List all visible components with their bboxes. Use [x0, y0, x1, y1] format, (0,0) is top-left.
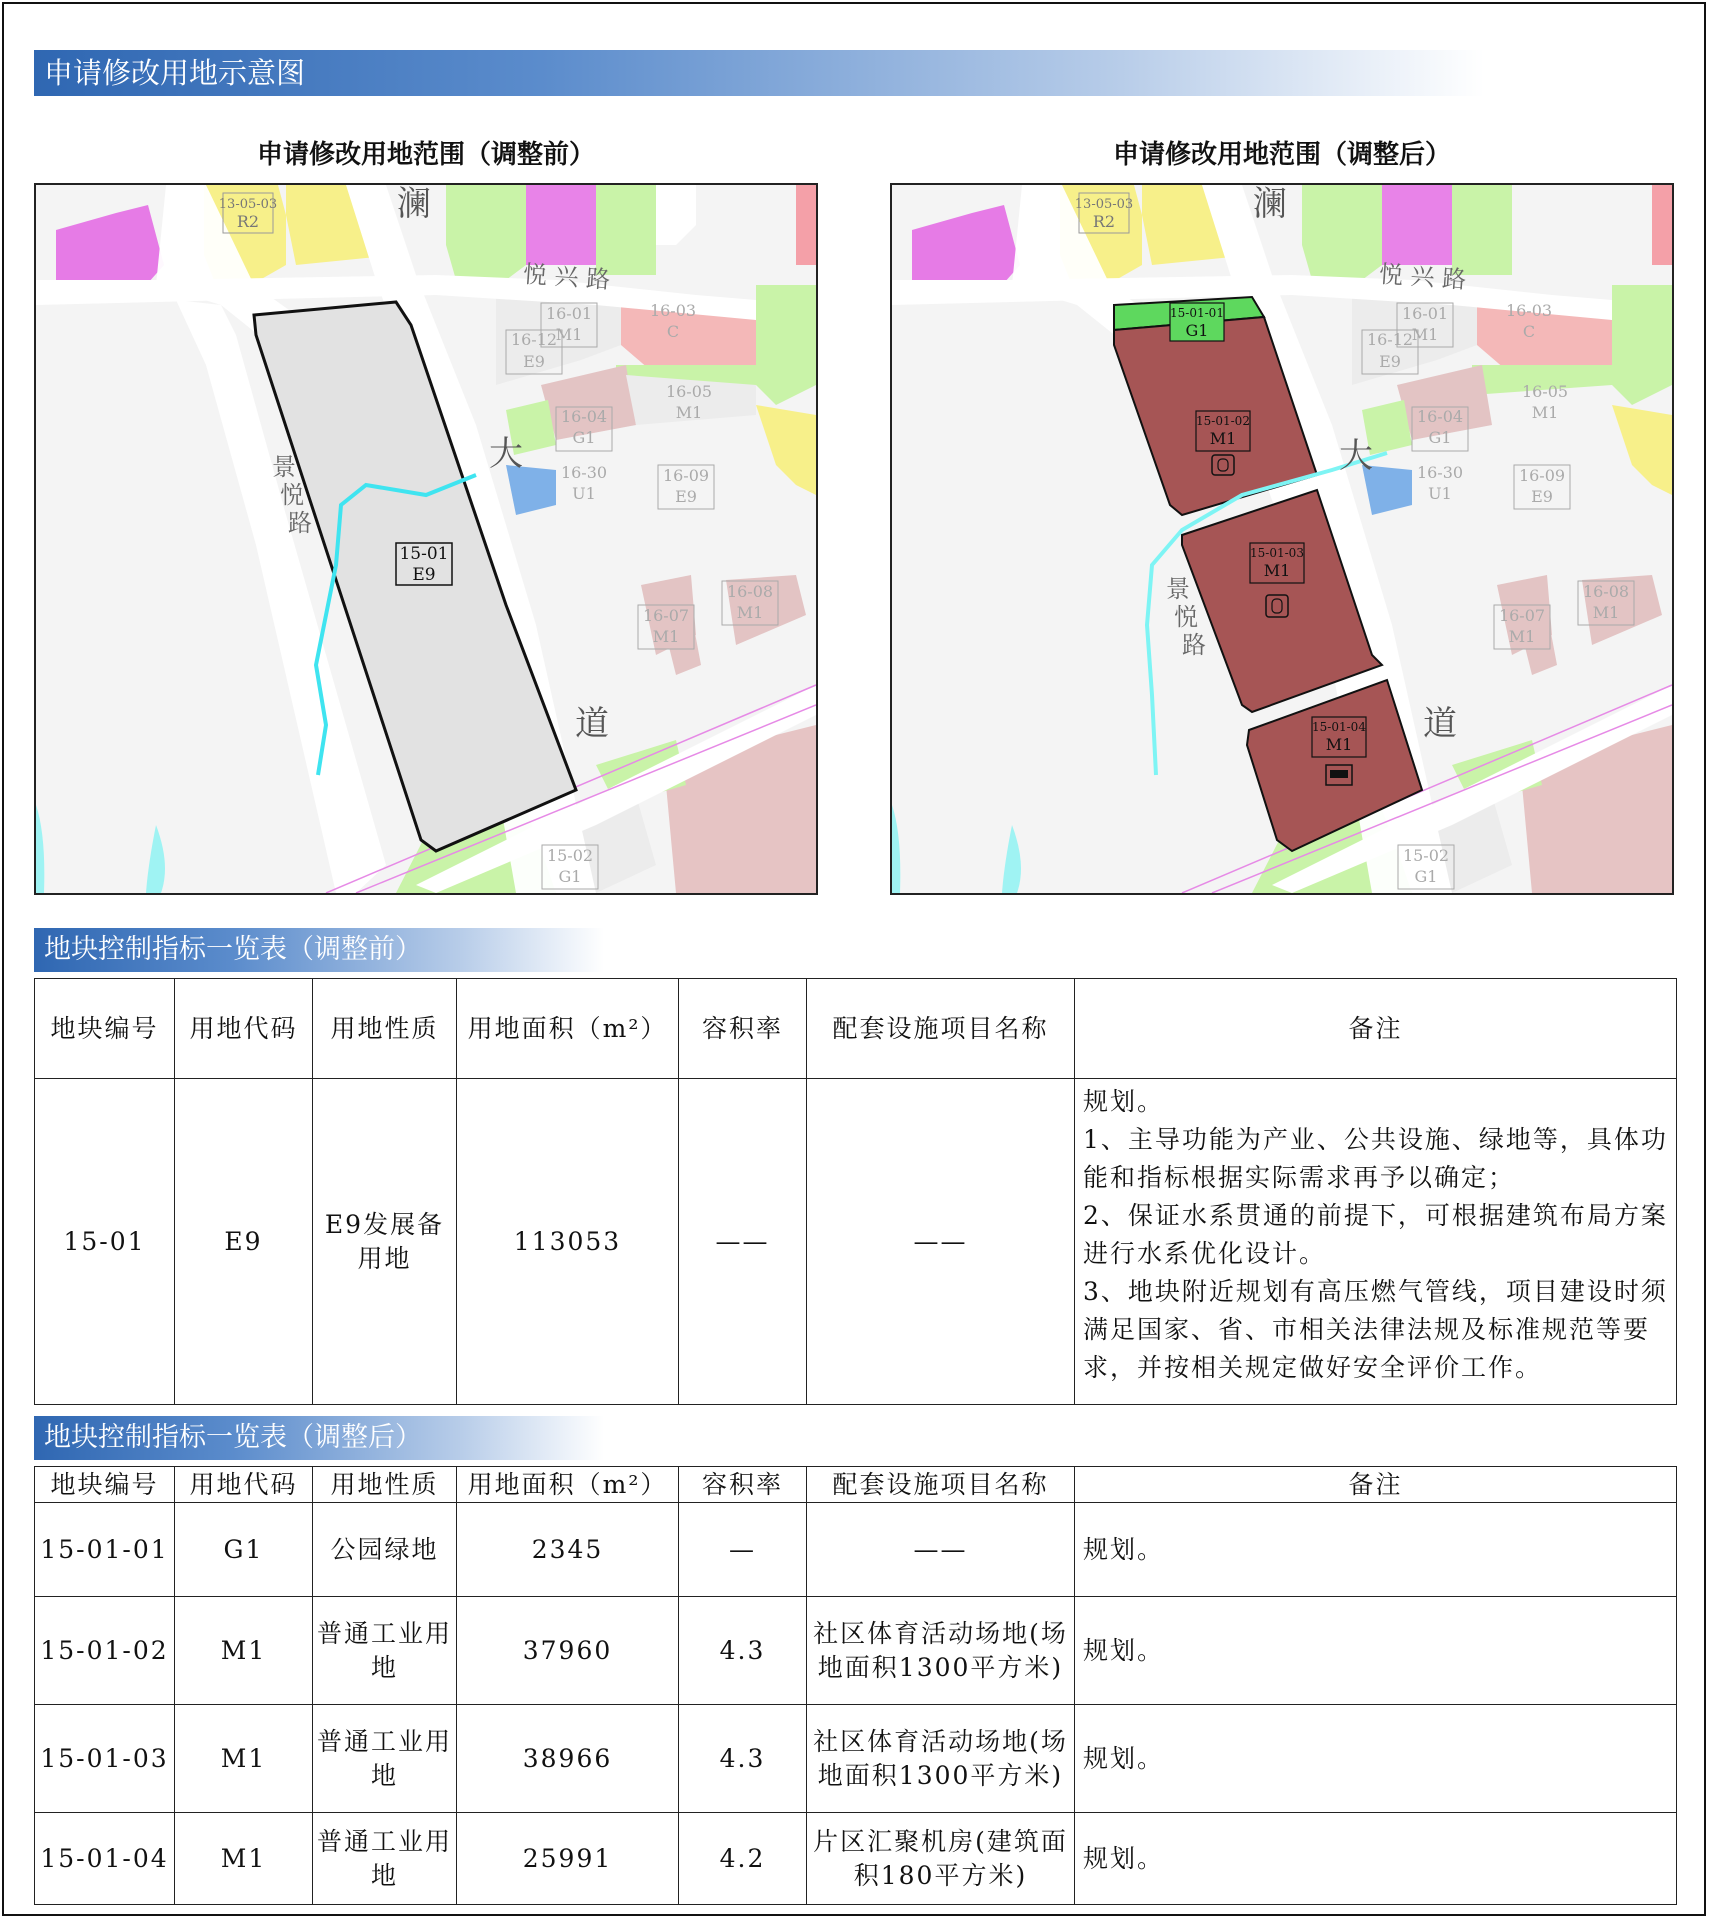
header-cell: 地块编号 — [35, 979, 175, 1079]
main-parcel-code: 15-01 — [399, 544, 449, 564]
road-label: 悦 兴 路 — [522, 260, 612, 295]
parcel-type: M1 — [1209, 429, 1237, 448]
parcel-type: U1 — [1428, 484, 1452, 503]
header-cell: 用地代码 — [175, 979, 313, 1079]
parcel-code: 16-03 — [649, 301, 697, 320]
parcel-code: 16-04 — [1416, 407, 1464, 426]
map-before-title: 申请修改用地范围（调整前） — [256, 140, 595, 170]
parcel-type: M1 — [1411, 325, 1439, 344]
road-label: 路 — [288, 509, 312, 537]
parcel-code: 15-02 — [546, 846, 594, 865]
parcel-type: C — [1522, 322, 1536, 341]
cell-note: 规划。 — [1075, 1813, 1677, 1905]
parcel-type: M1 — [1592, 603, 1620, 622]
parcel-type: M1 — [1508, 627, 1536, 646]
header-cell: 配套设施项目名称 — [807, 979, 1075, 1079]
parcel-code: 13-05-03 — [218, 197, 278, 212]
cell-far: 4.3 — [679, 1597, 807, 1705]
parcel-type: G1 — [572, 428, 596, 447]
parcel-type: M1 — [1263, 561, 1291, 580]
road-label: 大 — [1339, 436, 1373, 476]
parcel-type: U1 — [572, 484, 596, 503]
parcel-code: 16-05 — [1521, 382, 1569, 401]
parcel-code: 16-05 — [665, 382, 713, 401]
parcel-code: 15-01-04 — [1312, 720, 1366, 734]
road-label: 景 — [1166, 575, 1190, 603]
table-after-title: 地块控制指标一览表（调整后） — [44, 1422, 422, 1453]
table-before — [34, 978, 1677, 1405]
parcel-code: 16-30 — [560, 463, 608, 482]
parcel-code: 16-01 — [545, 304, 593, 323]
parcel-code: 16-12 — [510, 330, 558, 349]
cell-nature: 普通工业用地 — [313, 1705, 457, 1813]
header-cell: 用地性质 — [313, 979, 457, 1079]
table-after-banner — [34, 1416, 604, 1460]
table-row — [35, 1597, 1677, 1705]
parcel-code: 15-02 — [1402, 846, 1450, 865]
parcel-code: 13-05-03 — [1074, 197, 1134, 212]
cell-notes — [1075, 1079, 1677, 1405]
note-line: 规划。 — [1083, 1087, 1165, 1116]
parcel-type: E9 — [675, 487, 697, 506]
parcel-type: G1 — [1414, 867, 1438, 886]
parcel-code: 16-08 — [726, 582, 774, 601]
header-cell: 配套设施项目名称 — [807, 1467, 1075, 1503]
note-line: 1、主导功能为产业、公共设施、绿地等，具体功能和指标根据实际需求再予以确定； — [1083, 1125, 1668, 1192]
table-row — [35, 1079, 1677, 1405]
cell-code: G1 — [175, 1503, 313, 1597]
cell-far: — — [679, 1503, 807, 1597]
header-cell: 用地性质 — [313, 1467, 457, 1503]
parcel-type: G1 — [1185, 321, 1209, 340]
cell-code: M1 — [175, 1705, 313, 1813]
cell-id: 15-01 — [35, 1079, 175, 1405]
cell-facility: —— — [807, 1503, 1075, 1597]
cell-note: 规划。 — [1075, 1503, 1677, 1597]
map-before — [34, 183, 818, 895]
table-row — [35, 1813, 1677, 1905]
header-cell: 备注 — [1075, 1467, 1677, 1503]
cell-facility: 社区体育活动场地(场地面积1300平方米) — [807, 1705, 1075, 1813]
parcel-type: M1 — [555, 325, 583, 344]
parcel-type: M1 — [1325, 735, 1353, 754]
header-cell: 地块编号 — [35, 1467, 175, 1503]
note-line: 2、保证水系贯通的前提下，可根据建筑布局方案进行水系优化设计。 — [1083, 1201, 1668, 1268]
parcel-code: 15-01-02 — [1196, 414, 1250, 428]
table-before-title: 地块控制指标一览表（调整前） — [44, 934, 422, 965]
parcel-code: 16-12 — [1366, 330, 1414, 349]
parcel-code: 15-01-01 — [1170, 306, 1224, 320]
parcel-type: G1 — [1428, 428, 1452, 447]
cell-nature: E9发展备用地 — [313, 1079, 457, 1405]
table-before-banner — [34, 928, 604, 972]
road-label: 澜 — [397, 185, 431, 224]
parcel-code: 16-08 — [1582, 582, 1630, 601]
cell-nature: 普通工业用地 — [313, 1813, 457, 1905]
parcel-type: R2 — [1092, 212, 1116, 231]
road-label: 道 — [575, 704, 609, 744]
road-label: 悦 — [280, 481, 304, 509]
cell-area: 25991 — [457, 1813, 679, 1905]
parcel-type: R2 — [236, 212, 260, 231]
parcel-code: 16-04 — [560, 407, 608, 426]
parcel-code: 16-07 — [1498, 606, 1546, 625]
road-label: 悦 兴 路 — [1378, 260, 1468, 295]
header-cell: 用地面积（m²） — [457, 1467, 679, 1503]
parcel-code: 15-01-03 — [1250, 546, 1304, 560]
parcel-type: M1 — [1531, 403, 1559, 422]
parcel-type: E9 — [523, 352, 545, 371]
parcel-code: 16-30 — [1416, 463, 1464, 482]
cell-area: 38966 — [457, 1705, 679, 1813]
cell-id: 15-01-03 — [35, 1705, 175, 1813]
cell-code: M1 — [175, 1813, 313, 1905]
cell-id: 15-01-04 — [35, 1813, 175, 1905]
cell-facility: 社区体育活动场地(场地面积1300平方米) — [807, 1597, 1075, 1705]
parcel-code: 16-09 — [662, 466, 710, 485]
cell-area: 37960 — [457, 1597, 679, 1705]
cell-far: 4.2 — [679, 1813, 807, 1905]
cell-far: 4.3 — [679, 1705, 807, 1813]
map-after — [890, 183, 1674, 895]
parcel-code: 16-03 — [1505, 301, 1553, 320]
header-cell: 容积率 — [679, 1467, 807, 1503]
header-cell: 备注 — [1075, 979, 1677, 1079]
main-parcel-type: E9 — [412, 565, 436, 585]
table-row — [35, 1705, 1677, 1813]
cell-facility: —— — [807, 1079, 1075, 1405]
cell-area: 113053 — [457, 1079, 679, 1405]
cell-note: 规划。 — [1075, 1705, 1677, 1813]
parcel-type: M1 — [652, 627, 680, 646]
road-label: 澜 — [1253, 185, 1287, 224]
parcel-type: E9 — [1531, 487, 1553, 506]
note-line: 3、地块附近规划有高压燃气管线，项目建设时须满足国家、省、市相关法律法规及标准规范等要求，并按相关规定做好安全评价工作。 — [1083, 1277, 1668, 1382]
header-cell: 用地代码 — [175, 1467, 313, 1503]
cell-nature: 普通工业用地 — [313, 1597, 457, 1705]
parcel-code: 16-07 — [642, 606, 690, 625]
parcel-type: G1 — [558, 867, 582, 886]
parcel-code: 16-01 — [1401, 304, 1449, 323]
cell-area: 2345 — [457, 1503, 679, 1597]
cell-facility: 片区汇聚机房(建筑面积180平方米) — [807, 1813, 1075, 1905]
cell-code: E9 — [175, 1079, 313, 1405]
parcel-type: E9 — [1379, 352, 1401, 371]
page-title: 申请修改用地示意图 — [44, 56, 306, 90]
road-label: 道 — [1423, 704, 1457, 744]
cell-id: 15-01-02 — [35, 1597, 175, 1705]
parcel-code: 16-09 — [1518, 466, 1566, 485]
cell-nature: 公园绿地 — [313, 1503, 457, 1597]
road-label: 悦 — [1174, 603, 1198, 631]
cell-far: —— — [679, 1079, 807, 1405]
road-label: 景 — [272, 453, 296, 481]
road-label: 大 — [489, 434, 523, 474]
road-label: 路 — [1182, 631, 1206, 659]
cell-code: M1 — [175, 1597, 313, 1705]
parcel-type: M1 — [675, 403, 703, 422]
map-after-title: 申请修改用地范围（调整后） — [1112, 140, 1451, 170]
table-after — [34, 1466, 1677, 1905]
header-banner — [34, 50, 1484, 96]
parcel-type: C — [666, 322, 680, 341]
header-cell: 容积率 — [679, 979, 807, 1079]
table-row — [35, 1503, 1677, 1597]
parcel-type: M1 — [736, 603, 764, 622]
cell-note: 规划。 — [1075, 1597, 1677, 1705]
cell-id: 15-01-01 — [35, 1503, 175, 1597]
header-cell: 用地面积（m²） — [457, 979, 679, 1079]
